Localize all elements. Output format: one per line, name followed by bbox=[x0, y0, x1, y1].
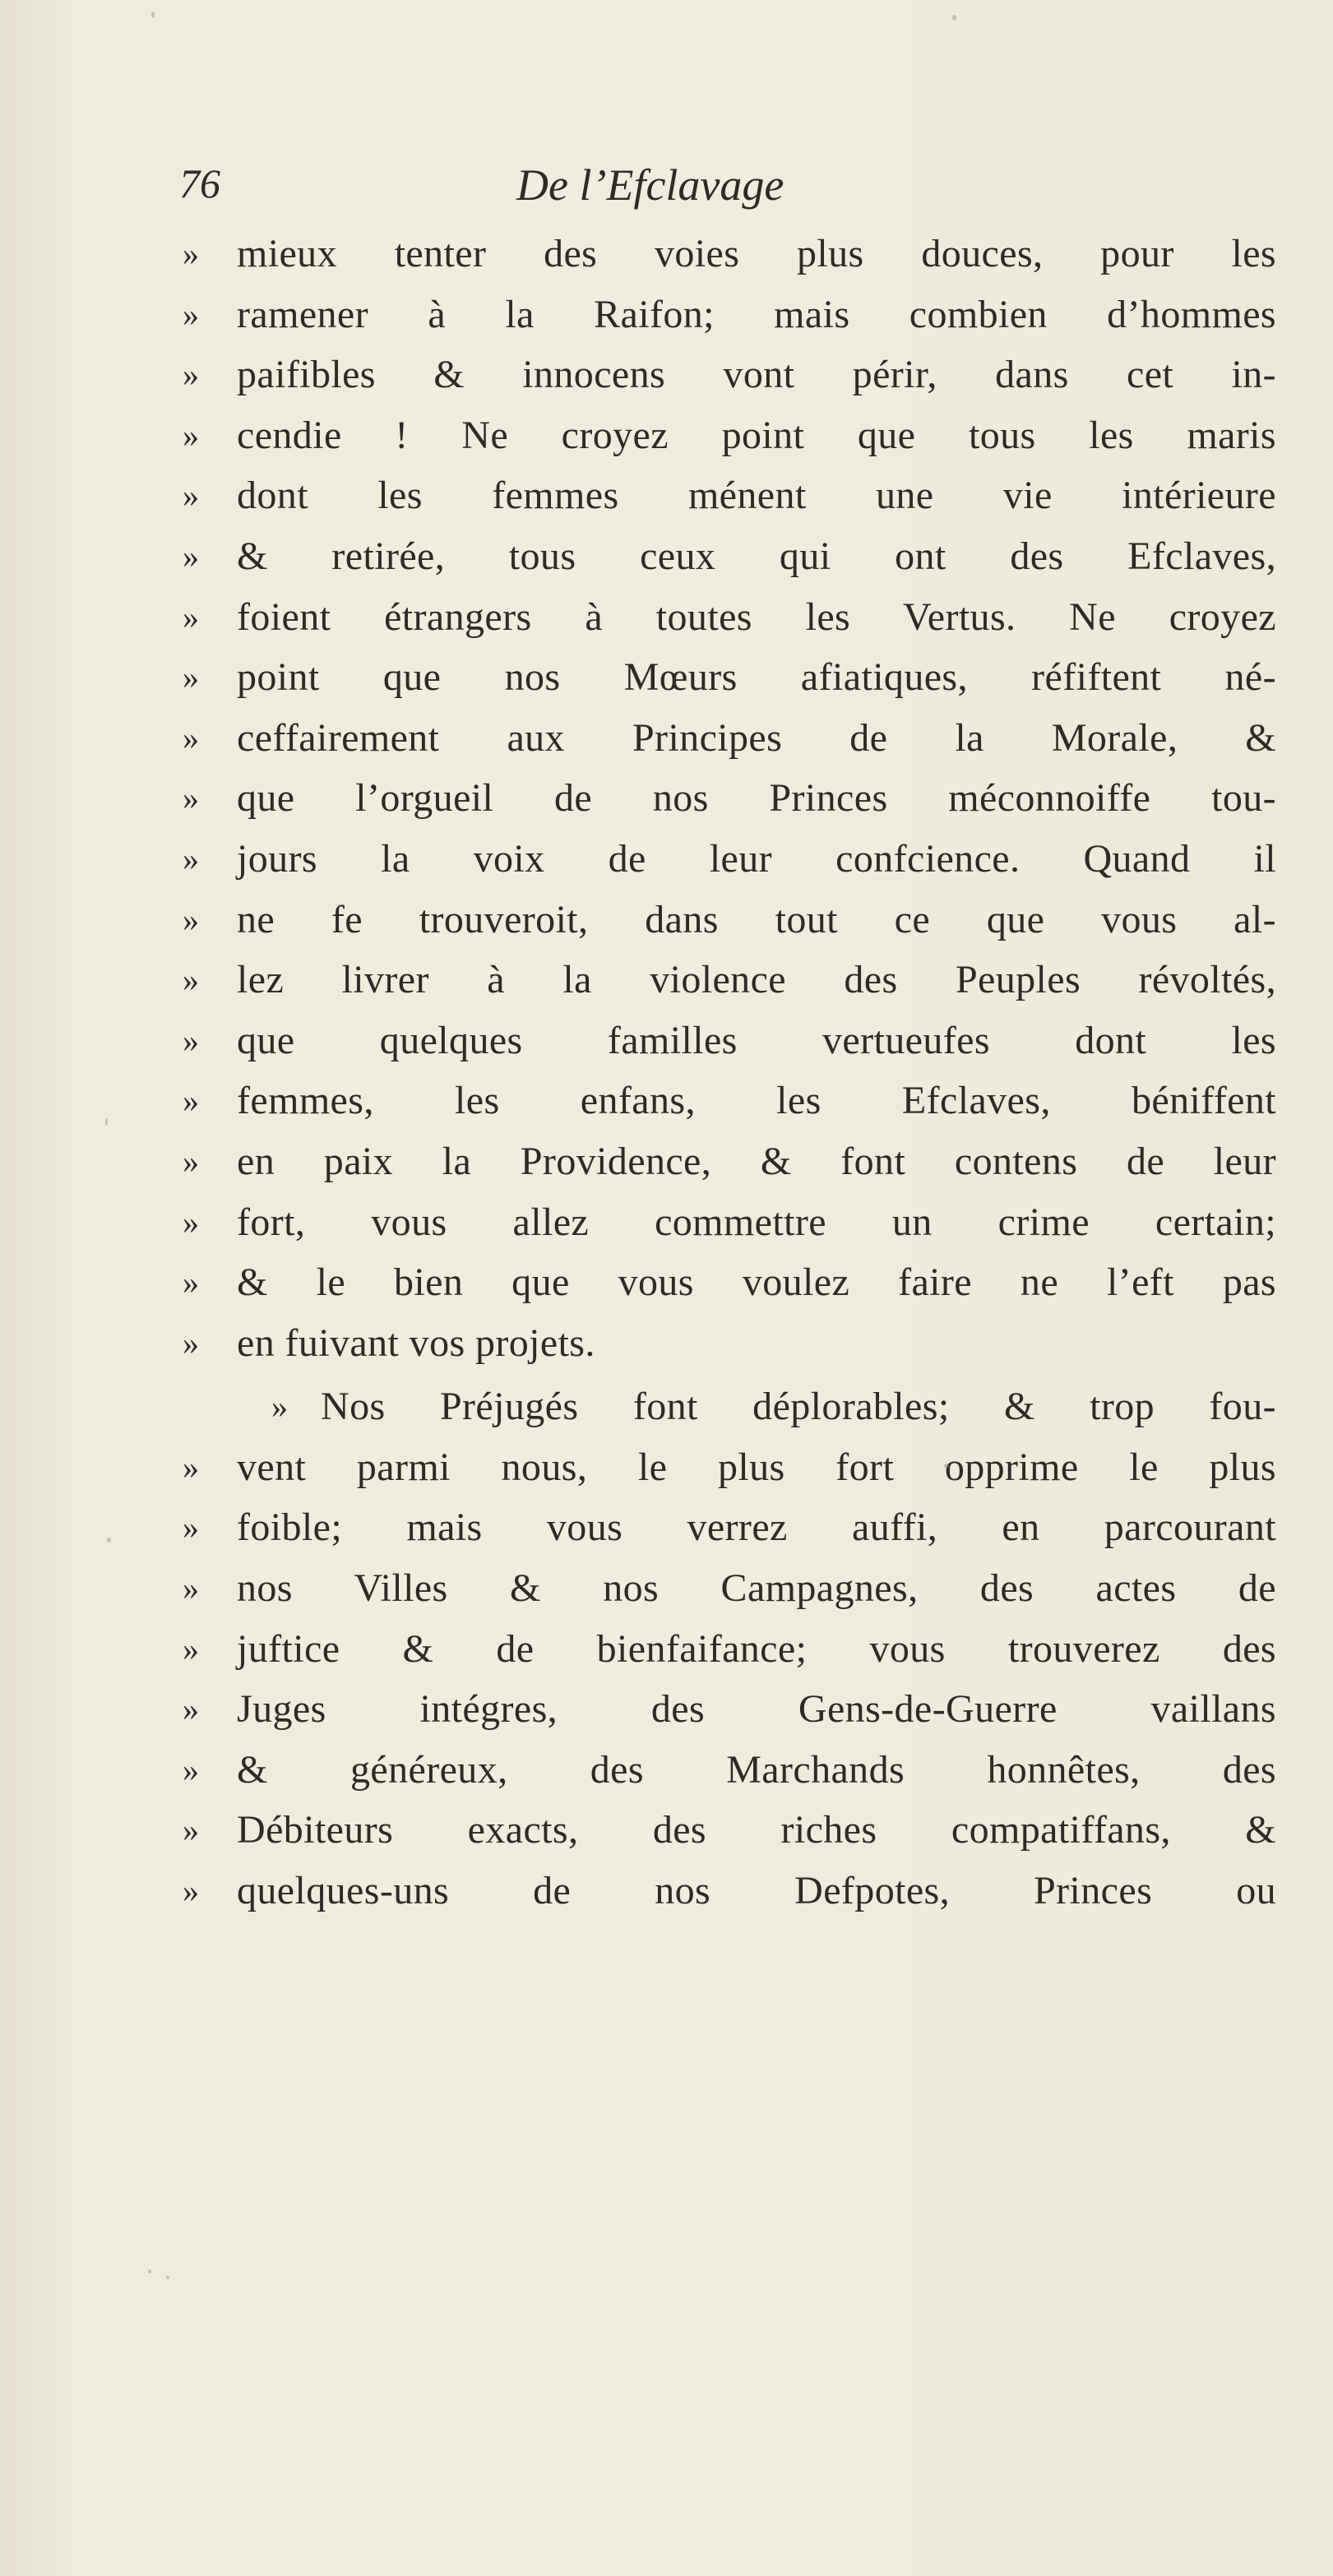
quote-mark: » bbox=[183, 356, 199, 394]
text-line bbox=[183, 1252, 1276, 1313]
line-text: foible; mais vous verrez auffi, en parcourant bbox=[237, 1505, 1276, 1550]
text-line bbox=[183, 1558, 1276, 1619]
quote-mark: » bbox=[183, 961, 199, 999]
line-text: quelques-uns de nos Defpotes, Princes ou bbox=[237, 1869, 1276, 1913]
quote-mark: » bbox=[183, 1872, 199, 1910]
line-text: dont les femmes ménent une vie intérieure bbox=[237, 474, 1276, 518]
line-text: fort, vous allez commettre un crime certain; bbox=[237, 1200, 1276, 1244]
quote-mark: » bbox=[183, 1448, 199, 1486]
quote-mark: » bbox=[183, 477, 199, 515]
line-text: que quelques familles vertueufes dont les bbox=[237, 1018, 1276, 1062]
paper-speck bbox=[944, 1464, 949, 1468]
body-text bbox=[183, 224, 1276, 1922]
quote-mark: » bbox=[183, 295, 199, 333]
quote-mark: » bbox=[183, 1021, 199, 1059]
line-text: ne fe trouveroit, dans tout ce que vous al- bbox=[237, 897, 1276, 941]
paper-speck bbox=[166, 2276, 169, 2279]
quote-mark: » bbox=[183, 1264, 199, 1302]
running-head: De l’Efclavage bbox=[516, 160, 785, 210]
paper-speck bbox=[107, 1538, 111, 1542]
text-line bbox=[183, 1313, 1276, 1374]
text-line bbox=[183, 768, 1276, 829]
text-line bbox=[183, 1437, 1276, 1498]
quote-mark: » bbox=[183, 900, 199, 938]
quote-mark: » bbox=[183, 659, 199, 696]
text-line bbox=[183, 345, 1276, 405]
text-line bbox=[183, 1740, 1276, 1801]
quote-mark: » bbox=[183, 537, 199, 575]
line-text: Juges intégres, des Gens-de-Guerre vaillans bbox=[237, 1687, 1276, 1732]
line-text: & le bien que vous voulez faire ne l’eft pas bbox=[237, 1260, 1276, 1305]
paper-speck bbox=[148, 2269, 151, 2273]
line-text: mieux tenter des voies plus douces, pour les bbox=[237, 232, 1276, 275]
paper-speck bbox=[105, 1118, 108, 1126]
text-line bbox=[183, 829, 1276, 890]
quote-mark: » bbox=[183, 1082, 199, 1120]
line-text: ramener à la Raifon; mais combien d’hommes bbox=[237, 292, 1276, 336]
line-text: juftice & de bienfaifance; vous trouverez des bbox=[237, 1626, 1276, 1671]
quote-mark: » bbox=[183, 1509, 199, 1547]
quote-mark: » bbox=[183, 235, 199, 272]
line-text: lez livrer à la violence des Peuples révoltés, bbox=[237, 958, 1276, 1002]
text-line bbox=[183, 1800, 1276, 1861]
text-line bbox=[183, 526, 1276, 587]
line-text: & généreux, des Marchands honnêtes, des bbox=[237, 1747, 1276, 1792]
quote-mark: » bbox=[183, 1630, 199, 1667]
quote-mark: » bbox=[183, 416, 199, 454]
text-line bbox=[183, 465, 1276, 526]
text-line bbox=[183, 1011, 1276, 1071]
text-line bbox=[183, 1497, 1276, 1558]
quote-mark: » bbox=[183, 1750, 199, 1788]
text-line bbox=[183, 1619, 1276, 1680]
quote-mark: » bbox=[183, 1690, 199, 1728]
line-text: Débiteurs exacts, des riches compatiffans, & bbox=[237, 1808, 1276, 1852]
text-line bbox=[183, 1861, 1276, 1922]
text-line bbox=[183, 1192, 1276, 1253]
line-text: femmes, les enfans, les Efclaves, béniffent bbox=[237, 1079, 1276, 1123]
line-text: jours la voix de leur confcience. Quand il bbox=[237, 836, 1276, 881]
text-line bbox=[183, 890, 1276, 950]
text-line bbox=[183, 708, 1276, 769]
text-line bbox=[183, 1679, 1276, 1740]
quote-mark: » bbox=[183, 1203, 199, 1241]
quote-mark: » bbox=[183, 1142, 199, 1180]
line-text: ceffairement aux Principes de la Morale, & bbox=[237, 715, 1276, 760]
quote-mark: » bbox=[271, 1388, 288, 1426]
line-text: paifibles & innocens vont périr, dans cet in- bbox=[237, 353, 1276, 397]
text-line bbox=[183, 1071, 1276, 1131]
paper-speck bbox=[952, 15, 956, 21]
line-text: Nos Préjugés font déplorables; & trop fou- bbox=[321, 1385, 1276, 1429]
text-line bbox=[183, 950, 1276, 1011]
paper-speck bbox=[151, 12, 155, 18]
line-text: & retirée, tous ceux qui ont des Efclaves, bbox=[237, 534, 1276, 578]
line-text: point que nos Mœurs afiatiques, réfiftent né- bbox=[237, 655, 1276, 700]
text-line bbox=[183, 1376, 1276, 1437]
line-text: en paix la Providence, & font contens de leur bbox=[237, 1139, 1276, 1183]
quote-mark: » bbox=[183, 719, 199, 756]
line-text: en fuivant vos projets. bbox=[237, 1320, 595, 1365]
quote-mark: » bbox=[183, 779, 199, 817]
line-text: vent parmi nous, le plus fort opprime le plus bbox=[237, 1445, 1276, 1489]
line-text: que l’orgueil de nos Princes méconnoiffe tou- bbox=[237, 776, 1276, 821]
text-line bbox=[183, 224, 1276, 284]
quote-mark: » bbox=[183, 1324, 199, 1362]
text-line bbox=[183, 647, 1276, 708]
quote-mark: » bbox=[183, 1811, 199, 1849]
line-text: cendie ! Ne croyez point que tous les maris bbox=[237, 413, 1276, 457]
text-line bbox=[183, 587, 1276, 648]
text-line bbox=[183, 405, 1276, 466]
line-text: nos Villes & nos Campagnes, des actes de bbox=[237, 1566, 1276, 1611]
quote-mark: » bbox=[183, 839, 199, 877]
text-line bbox=[183, 284, 1276, 345]
line-text: foient étrangers à toutes les Vertus. Ne croyez bbox=[237, 594, 1276, 639]
text-line bbox=[183, 1131, 1276, 1192]
quote-mark: » bbox=[183, 598, 199, 636]
quote-mark: » bbox=[183, 1570, 199, 1607]
page-number: 76 bbox=[179, 160, 220, 206]
